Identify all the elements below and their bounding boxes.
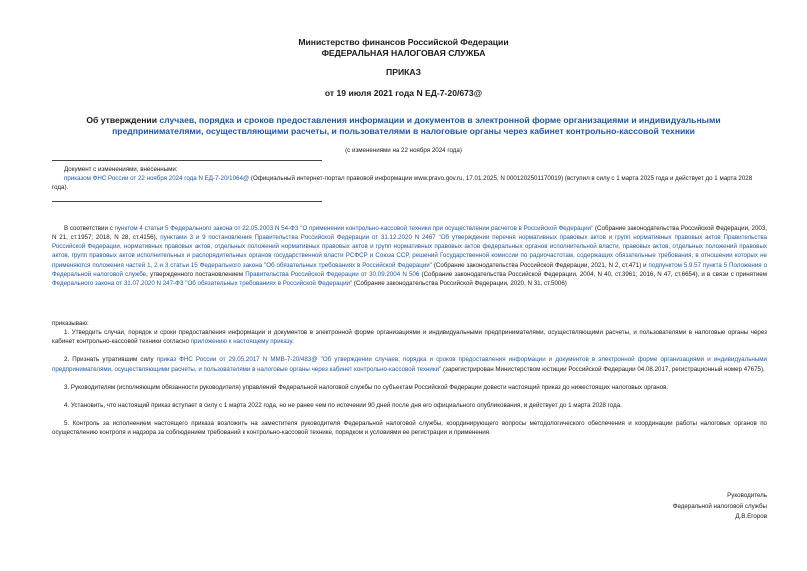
orders-lead: приказываю: [52,320,89,327]
changes-rest: (Официальный интернет-портал правовой информации www.pravo.gov.ru, 17.01.2025, N 0001202501170019) (вступил в силу с 1 марта 2025 года и действует до 1 марта 2028 года). [52,175,753,191]
preamble-text-4: , утвержденного постановлением [146,270,246,278]
order-items [52,319,767,437]
document-title-prefix: Об утверждении [86,115,157,125]
revision-note: (с изменениями на 22 ноября 2024 года) [345,147,462,154]
signature-name: Д.В.Егоров [735,513,767,520]
order-title: ПРИКАЗ [386,67,421,77]
changes-block [52,165,767,192]
law-247fz-link[interactable]: Федерального закона от 31.07.2020 N 247-ФЗ "Об обязательных требованиях в Российской Федерации" [52,279,353,287]
preamble [52,224,767,288]
preamble-paragraph [52,224,767,288]
document-header [0,37,807,58]
resolution-2467-link[interactable]: пунктами 3 и 9 постановления Правительства Российской Федерации от 31.12.2020 N 2467 "Об утверждении перечня нормативных правовых актов и групп нормативных правовых актов Правительства Российской Федерации, нормативных правовых актов, отдельных положений нормативных правовых актов и групп нормативных правовых актов федеральных органов исполнительной власти, правовых актов, отдельных положений правовых актов, групп правовых актов исполнительных и распорядительных органов государственной власти РСФСР и Союза ССР, решений Государственной комиссии по радиочастотам, содержащих обязательные требования, в отношении которых не применяются положения частей 1, 2 и 3 статьи 15 Федерального закона "Об обязательных требованиях в Российской Федерации" [52,234,767,269]
order-item-3: 3. Руководителям (исполняющим обязанности руководителя) управлений Федеральной налоговой службы по субъектам Российской Федерации довести настоящий приказ до нижестоящих налоговых органов. [64,383,669,391]
order-item-1 [52,328,767,346]
changes-bottom-divider [52,201,322,202]
service-name: ФЕДЕРАЛЬНАЯ НАЛОГОВАЯ СЛУЖБА [321,47,486,58]
resolution-506-link[interactable]: Правительства Российской Федерации от 30.09.2004 N 506 [245,270,420,278]
repealed-order-link[interactable]: приказ ФНС России от 29.05.2017 N ММВ-7-20/483@ "Об утверждении случаев, порядка и сроков предоставления информации и документов в электронной форме организациями и индивидуальными предпринимателями, осуществляющими расчеты, и пользователями в налоговые органы через кабинет контрольно-кассовой техники" [52,356,767,373]
preamble-text-3: (Собрание законодательства Российской Федерации, 2021, N 2, ст.471) и [431,261,649,269]
ministry-name: Министерство финансов Российской Федерации [298,37,509,47]
preamble-text-6: (Собрание законодательства Российской Федерации, 2020, N 31, ст.5006) [352,279,567,287]
order-item-4: 4. Установить, что настоящий приказ вступает в силу с 1 марта 2022 года, но не ранее чем по истечении 90 дней после дня его официального опубликования, и действует до 1 марта 2028 года. [64,401,622,409]
changes-top-divider [52,160,322,161]
document-title [60,115,747,137]
order-item-2 [52,355,767,373]
order-item-1-text: 1. Утвердить случаи, порядок и сроки предоставления информации и документов в электронной форме организациями и индивидуальными предпринимателями, осуществляющими расчеты, и пользователями в налоговые органы через кабинет контрольно-кассовой техники согласно [52,329,767,346]
preamble-text-5: (Собрание законодательства Российской Федерации, 2004, N 40, ст.3961; 2016, N 47, ст.6654), и в связи с принятием [419,270,767,278]
fns-regulation-link[interactable]: подпунктом 5.9.57 пункта 5 Положения о Федеральной налоговой службе [52,261,768,278]
order-item-2-end: (зарегистрирован Министерством юстиции Российской Федерации 04.08.2017, регистрационный номер 47675). [441,365,765,373]
order-item-2-text: 2. Признать утратившим силу [64,356,157,364]
signature-position: Руководитель [727,492,767,499]
signature-block [673,491,767,523]
signature-organization: Федеральной налоговой службы [672,502,767,510]
changes-text [52,174,767,192]
order-item-1-end: . [292,338,294,346]
appendix-link[interactable]: приложению к настоящему приказу [190,338,293,346]
preamble-text-1: В соответствии с [64,225,115,232]
law-54fz-link[interactable]: пунктом 4 статьи 5 Федерального закона от 22.05.2003 N 54-ФЗ "О применении контрольно-кассовой техники при осуществлении расчетов в Российской Федерации" [114,225,594,232]
changes-intro: Документ с изменениями, внесенными: [64,166,178,173]
changes-link[interactable]: приказом ФНС России от 22 ноября 2024 года N ЕД-7-20/1064@ [64,175,250,182]
order-date: от 19 июля 2021 года N ЕД-7-20/673@ [324,88,483,98]
document-title-link[interactable]: случаев, порядка и сроков предоставления информации и документов в электронной форме организациями и индивидуальными предпринимателями, осуществляющими расчеты, и пользователями в налоговые органы через кабинет контрольно-кассовой техники [112,115,721,136]
preamble-text-2: (Собрание законодательства Российской Федерации, 2003, N 21, ст.1957; 2018, N 28, ст.4156), [52,225,767,242]
order-item-5: 5. Контроль за исполнением настоящего приказа возложить на заместителя руководителя Федеральной налоговой службы, координирующего вопросы методологического обеспечения и координации работы налоговых органов по осуществлению контроля и надзора за соблюдением требований к контрольно-кассовой технике, порядком и условиями ее регистрации и применения. [52,420,767,437]
